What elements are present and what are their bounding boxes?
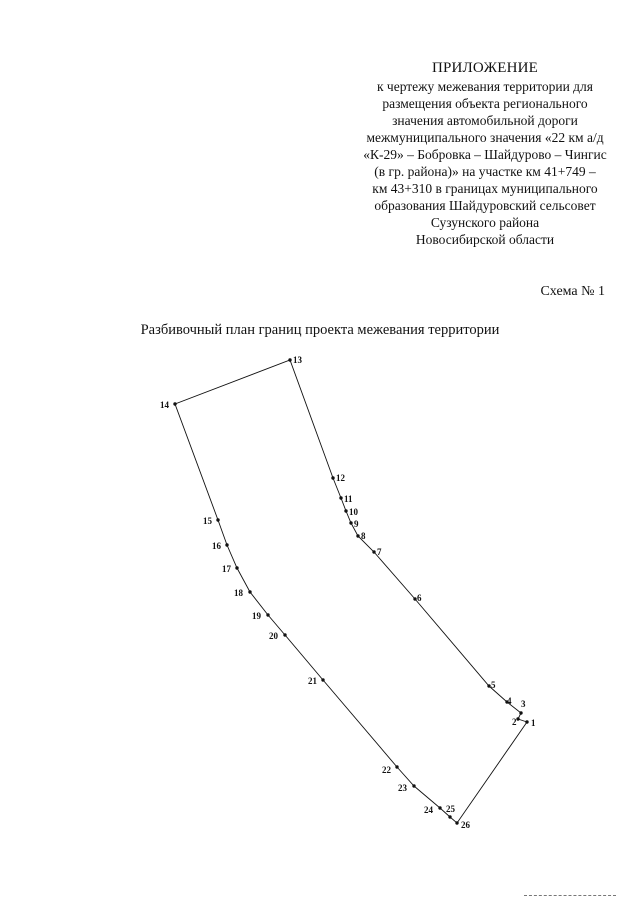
appendix-line: Новосибирской области <box>415 232 555 247</box>
vertex-label-15: 15 <box>203 516 212 526</box>
vertex-point-2 <box>516 717 519 720</box>
vertex-label-12: 12 <box>336 473 345 483</box>
vertex-point-17 <box>235 566 238 569</box>
vertex-point-12 <box>331 476 334 479</box>
vertex-point-13 <box>288 358 291 361</box>
vertex-point-18 <box>248 590 251 593</box>
appendix-line: (в гр. района)» на участке км 41+749 – <box>374 164 596 179</box>
appendix-line: км 43+310 в границах муниципального <box>372 181 598 196</box>
vertex-point-9 <box>349 521 352 524</box>
vertex-label-23: 23 <box>398 783 407 793</box>
vertex-point-10 <box>344 509 347 512</box>
vertex-point-26 <box>455 821 458 824</box>
vertex-label-13: 13 <box>293 355 302 365</box>
footer-rule <box>524 895 616 896</box>
appendix-line: значения автомобильной дороги <box>392 113 578 128</box>
appendix-title: ПРИЛОЖЕНИЕ <box>431 60 539 76</box>
plan-title: Разбивочный план границ проекта межевания территории <box>140 322 500 338</box>
appendix-line: «К-29» – Бобровка – Шайдурово – Чингис <box>363 147 607 162</box>
appendix-line: межмуниципального значения «22 км а/д <box>366 130 604 145</box>
vertex-label-11: 11 <box>344 494 353 504</box>
appendix-line: к чертежу межевания территории для <box>376 79 593 94</box>
boundary-polygon <box>175 360 527 823</box>
vertex-label-17: 17 <box>222 564 231 574</box>
vertex-label-20: 20 <box>269 631 278 641</box>
vertex-point-22 <box>395 765 398 768</box>
vertex-label-1: 1 <box>531 718 536 728</box>
appendix-line: размещения объекта регионального <box>382 96 588 111</box>
vertex-point-20 <box>283 633 286 636</box>
vertex-label-8: 8 <box>361 531 366 541</box>
vertex-label-14: 14 <box>160 400 169 410</box>
vertex-point-23 <box>412 784 415 787</box>
vertex-label-16: 16 <box>212 541 221 551</box>
vertex-label-19: 19 <box>252 611 261 621</box>
vertex-point-15 <box>216 518 219 521</box>
vertex-point-25 <box>448 815 451 818</box>
vertex-label-10: 10 <box>349 507 358 517</box>
vertex-label-26: 26 <box>461 820 470 830</box>
vertex-label-5: 5 <box>491 680 496 690</box>
boundary-vertices <box>160 355 536 830</box>
vertex-point-8 <box>356 534 359 537</box>
vertex-label-6: 6 <box>417 593 422 603</box>
vertex-label-3: 3 <box>521 699 526 709</box>
vertex-label-21: 21 <box>308 676 317 686</box>
vertex-point-14 <box>173 402 176 405</box>
vertex-point-16 <box>225 543 228 546</box>
vertex-label-24: 24 <box>424 805 433 815</box>
vertex-point-7 <box>372 550 375 553</box>
vertex-point-21 <box>321 678 324 681</box>
vertex-label-4: 4 <box>507 696 512 706</box>
vertex-label-22: 22 <box>382 765 391 775</box>
vertex-label-9: 9 <box>354 519 359 529</box>
vertex-point-24 <box>438 806 441 809</box>
vertex-label-2: 2 <box>512 717 517 727</box>
vertex-point-19 <box>266 613 269 616</box>
vertex-point-11 <box>339 496 342 499</box>
scheme-number: Схема № 1 <box>540 284 605 299</box>
vertex-point-1 <box>525 720 528 723</box>
appendix-line: образования Шайдуровский сельсовет <box>374 198 596 213</box>
vertex-label-25: 25 <box>446 804 455 814</box>
vertex-label-18: 18 <box>234 588 243 598</box>
appendix-line: Сузунского района <box>430 215 540 230</box>
vertex-label-7: 7 <box>377 547 382 557</box>
vertex-point-3 <box>519 711 522 714</box>
